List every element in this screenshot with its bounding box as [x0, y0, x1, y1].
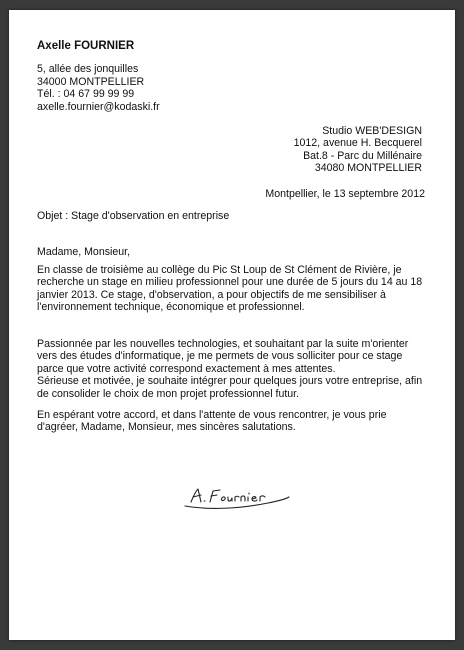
letter-date: Montpellier, le 13 septembre 2012	[265, 188, 425, 200]
sender-phone: Tél. : 04 67 99 99 99	[37, 88, 135, 101]
paragraph-line: d'agréer, Madame, Monsieur, mes sincères salutations.	[37, 421, 296, 434]
letter-salutation: Madame, Monsieur,	[37, 246, 131, 258]
sender-block	[37, 40, 160, 113]
paragraph-line: vers des études d'informatique, je me permets de vous solliciter pour ce stage	[37, 350, 403, 363]
body-paragraph-1	[37, 264, 427, 314]
recipient-address-line3: 34080 MONTPELLIER	[314, 162, 422, 175]
body-paragraph-3	[37, 409, 427, 434]
letter-page	[9, 10, 455, 640]
body-paragraph-2	[37, 338, 427, 400]
handwritten-signature	[183, 480, 293, 514]
recipient-address-line1: 1012, avenue H. Becquerel	[293, 137, 422, 150]
paragraph-line: de consolider le choix de mon projet professionnel futur.	[37, 387, 300, 400]
paragraph-line: recherche un stage en milieu professionnel pour une durée de 5 jours du 14 au 18	[37, 276, 423, 289]
recipient-block	[294, 125, 422, 175]
paragraph-line: Sérieuse et motivée, je souhaite intégrer pour quelques jours votre entreprise, afin	[37, 375, 423, 388]
paragraph-line: l'environnement technique, économique et professionnel.	[37, 301, 305, 314]
paragraph-line: En espérant votre accord, et dans l'attente de vous rencontrer, je vous prie	[37, 409, 387, 421]
paragraph-line: En classe de troisième au collège du Pic St Loup de St Clément de Rivière, je	[37, 264, 402, 276]
sender-address-line1: 5, allée des jonquilles	[37, 63, 139, 76]
recipient-address-line2: Bat.8 - Parc du Millénaire	[303, 149, 422, 162]
paragraph-line: janvier 2013. Ce stage, d'observation, a pour objectifs de me sensibiliser à	[37, 288, 386, 301]
letter-subject: Objet : Stage d'observation en entreprise	[37, 210, 230, 222]
sender-name: Axelle FOURNIER	[37, 40, 135, 52]
paragraph-line: Passionnée par les nouvelles technologies, et souhaitant par la suite m'orienter	[37, 338, 409, 350]
recipient-company: Studio WEB'DESIGN	[322, 125, 422, 137]
sender-email: axelle.fournier@kodaski.fr	[37, 100, 160, 113]
paragraph-line: parce que votre activité correspond exactement à mes attentes.	[37, 362, 336, 375]
sender-address-line2: 34000 MONTPELLIER	[37, 75, 145, 88]
